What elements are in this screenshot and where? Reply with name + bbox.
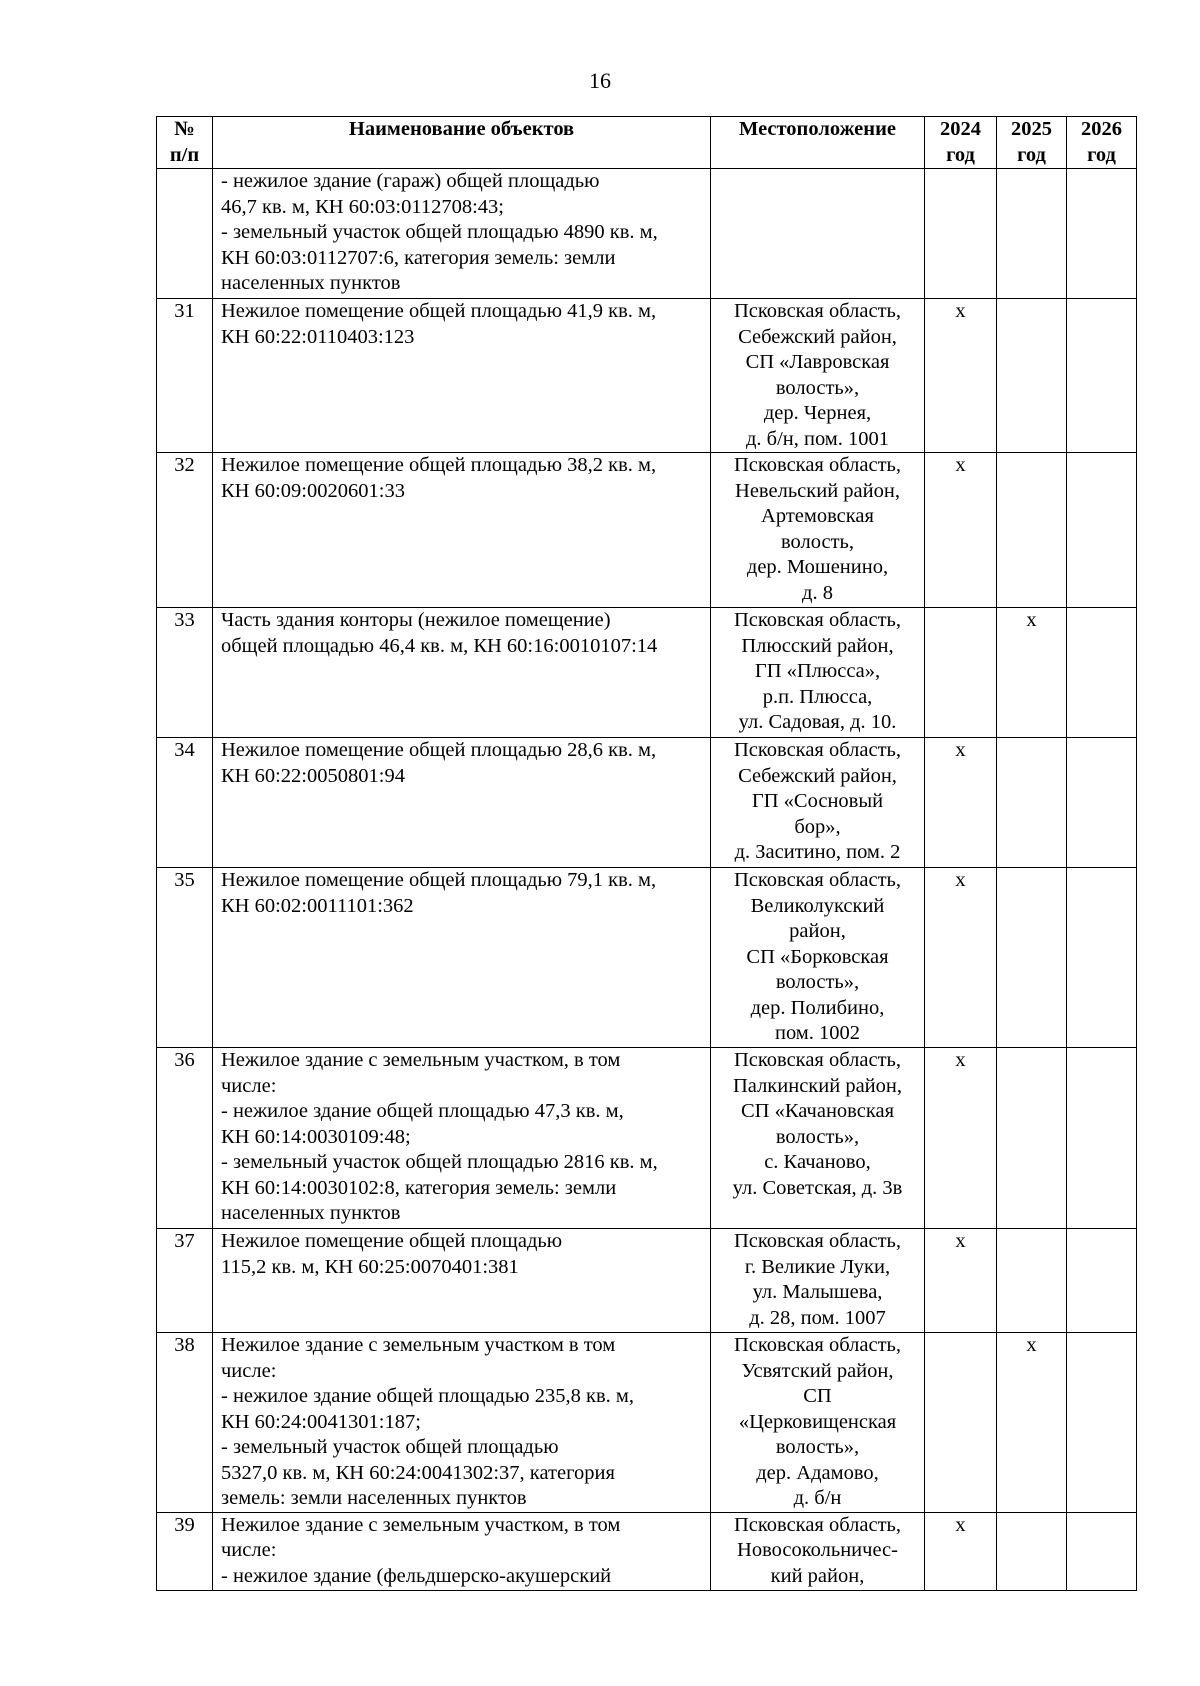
page-number: 16 — [589, 68, 611, 93]
location-line: р.п. Плюсса, — [762, 685, 873, 708]
location-cell — [711, 1229, 925, 1333]
location-line: Псковская область, — [733, 869, 902, 891]
location-line: ул. Советская, д. 3в — [732, 1176, 903, 1199]
mark-2025 — [997, 169, 1067, 299]
object-name-line: - нежилое здание (гараж) общей площадью — [221, 170, 600, 192]
object-name-line: числе: — [221, 1074, 277, 1097]
header-number-line-2: п/п — [169, 143, 200, 166]
object-name-line: Нежилое помещение общей площадью 28,6 кв. м, — [221, 739, 657, 761]
object-name-line: КН 60:14:0030102:8, категория земель: земли — [221, 1176, 617, 1199]
mark-2024 — [925, 169, 997, 299]
table-row — [157, 169, 1137, 299]
object-name-line: общей площадью 46,4 кв. м, КН 60:16:0010107:14 — [221, 634, 658, 657]
object-name-line: - земельный участок общей площадью 2816 кв. м, — [221, 1151, 658, 1173]
object-name-cell — [213, 169, 711, 299]
mark-2025 — [997, 1512, 1067, 1590]
object-name-line: числе: — [221, 1359, 277, 1382]
row-number: 39 — [157, 1512, 213, 1590]
location-line: ул. Малышева, — [752, 1281, 883, 1303]
location-line: дер. Чернея, — [763, 402, 872, 424]
object-name-line: КН 60:22:0110403:123 — [221, 325, 415, 348]
header-number — [157, 117, 213, 169]
object-name-line: Нежилое здание с земельным участком, в том — [221, 1513, 621, 1536]
object-name-line: КН 60:09:0020601:33 — [221, 479, 405, 502]
location-line: волость», — [775, 971, 860, 993]
header-number-line-1: № — [174, 118, 195, 140]
location-line: СП «Борковская — [746, 945, 889, 968]
mark-2024: х — [925, 738, 997, 868]
location-line: д. 28, пом. 1007 — [749, 1306, 886, 1329]
object-name-cell — [213, 1229, 711, 1333]
location-cell — [711, 1048, 925, 1229]
mark-2025: х — [997, 1333, 1067, 1513]
header-year-2025 — [997, 117, 1067, 169]
object-name-line: Нежилое помещение общей площадью 38,2 кв. м, — [221, 454, 657, 476]
object-name-line: 5327,0 кв. м, КН 60:24:0041302:37, категория — [221, 1461, 615, 1484]
location-line: ГП «Плюсса», — [754, 660, 881, 682]
location-line: ГП «Сосновый — [751, 790, 884, 812]
location-line: д. б/н — [793, 1487, 842, 1509]
objects-table — [156, 116, 1137, 1591]
object-name-line: КН 60:02:0011101:362 — [221, 894, 414, 917]
location-cell — [711, 608, 925, 738]
mark-2026 — [1067, 453, 1137, 608]
table-row — [157, 1333, 1137, 1513]
object-name-line: населенных пунктов — [221, 272, 401, 294]
object-name-cell — [213, 1048, 711, 1229]
object-name-line: Нежилое здание с земельным участком в том — [221, 1334, 616, 1356]
location-line: Псковская область, — [733, 300, 902, 322]
row-number: 31 — [157, 299, 213, 453]
location-line: Плюсский район, — [741, 634, 894, 657]
mark-2025 — [997, 453, 1067, 608]
location-line: бор», — [794, 815, 841, 838]
location-line: Псковская область, — [733, 1230, 902, 1252]
mark-2024: х — [925, 453, 997, 608]
table-row — [157, 453, 1137, 608]
location-line: д. 8 — [802, 581, 833, 604]
mark-2025 — [997, 299, 1067, 453]
header-year-2026-unit: год — [1087, 143, 1116, 166]
object-name-line: земель: земли населенных пунктов — [221, 1487, 527, 1509]
location-line: Себежский район, — [738, 325, 897, 348]
object-name-cell — [213, 1333, 711, 1513]
object-name-cell — [213, 453, 711, 608]
row-number: 36 — [157, 1048, 213, 1229]
mark-2026 — [1067, 1229, 1137, 1333]
location-line: район, — [789, 920, 846, 942]
row-number: 34 — [157, 738, 213, 868]
mark-2026 — [1067, 608, 1137, 738]
table-row — [157, 1048, 1137, 1229]
mark-2024: х — [925, 1048, 997, 1229]
header-year-2024-value: 2024 — [940, 118, 981, 140]
mark-2025 — [997, 1048, 1067, 1229]
object-name-line: населенных пунктов — [221, 1202, 401, 1224]
mark-2026 — [1067, 738, 1137, 868]
object-name-cell — [213, 299, 711, 453]
object-name-line: Нежилое помещение общей площадью — [221, 1230, 563, 1252]
location-line: Артемовская — [761, 505, 874, 527]
row-number: 33 — [157, 608, 213, 738]
table-body — [157, 169, 1137, 1591]
mark-2024 — [925, 1333, 997, 1513]
mark-2024 — [925, 608, 997, 738]
mark-2025: х — [997, 608, 1067, 738]
mark-2025 — [997, 1229, 1067, 1333]
location-line: г. Великие Луки, — [744, 1255, 891, 1278]
location-line: Новосокольничес- — [737, 1539, 898, 1561]
location-line: Невельский район, — [735, 479, 900, 502]
header-year-2025-unit: год — [1017, 143, 1046, 166]
table-header — [157, 117, 1137, 169]
object-name-line: КН 60:22:0050801:94 — [221, 764, 405, 787]
mark-2024: х — [925, 1229, 997, 1333]
header-year-2024-unit: год — [946, 143, 975, 166]
location-line: Псковская область, — [733, 739, 902, 761]
table-row — [157, 1229, 1137, 1333]
location-cell — [711, 868, 925, 1048]
location-line: СП «Лавровская — [745, 351, 890, 373]
location-cell — [711, 738, 925, 868]
object-name-line: Нежилое помещение общей площадью 79,1 кв. м, — [221, 869, 657, 891]
location-line: волость», — [775, 1125, 860, 1148]
location-line: Псковская область, — [733, 1334, 902, 1356]
object-name-line: - нежилое здание (фельдшерско-акушерский — [221, 1564, 612, 1587]
table-row — [157, 608, 1137, 738]
table-row — [157, 1512, 1137, 1590]
object-name-line: КН 60:03:0112707:6, категория земель: земли — [221, 246, 616, 269]
table-row — [157, 299, 1137, 453]
location-line: Себежский район, — [738, 764, 897, 787]
object-name-line: КН 60:24:0041301:187; — [221, 1410, 421, 1433]
mark-2026 — [1067, 299, 1137, 453]
object-name-cell — [213, 738, 711, 868]
mark-2025 — [997, 868, 1067, 1048]
location-line: дер. Полибино, — [750, 996, 885, 1019]
location-line: Великолукский — [750, 894, 885, 917]
location-cell — [711, 169, 925, 299]
location-cell — [711, 453, 925, 608]
location-line: Палкинский район, — [732, 1074, 902, 1097]
header-year-2026-value: 2026 — [1081, 118, 1122, 140]
row-number: 32 — [157, 453, 213, 608]
mark-2024: х — [925, 299, 997, 453]
location-cell — [711, 1512, 925, 1590]
location-line: «Церковищенская — [738, 1410, 897, 1433]
location-line: д. Заситино, пом. 2 — [734, 841, 901, 863]
object-name-line: КН 60:14:0030109:48; — [221, 1125, 411, 1148]
location-line: СП — [803, 1385, 832, 1407]
row-number: 35 — [157, 868, 213, 1048]
row-number: 37 — [157, 1229, 213, 1333]
mark-2026 — [1067, 1512, 1137, 1590]
mark-2026 — [1067, 868, 1137, 1048]
location-line: волость», — [775, 376, 860, 399]
object-name-cell — [213, 868, 711, 1048]
object-name-line: - нежилое здание общей площадью 235,8 кв. м, — [221, 1385, 634, 1407]
object-name-line: 115,2 кв. м, КН 60:25:0070401:381 — [221, 1255, 519, 1278]
header-year-2025-value: 2025 — [1011, 118, 1052, 140]
mark-2026 — [1067, 1333, 1137, 1513]
mark-2026 — [1067, 169, 1137, 299]
location-line: дер. Адамово, — [756, 1461, 879, 1484]
location-line: с. Качаново, — [764, 1151, 871, 1173]
location-line: Псковская область, — [733, 1049, 902, 1071]
table-row — [157, 738, 1137, 868]
location-line: Псковская область, — [733, 454, 902, 476]
mark-2025 — [997, 738, 1067, 868]
header-object-name: Наименование объектов — [213, 117, 711, 169]
object-name-line: Часть здания конторы (нежилое помещение) — [221, 609, 611, 631]
object-name-line: - нежилое здание общей площадью 47,3 кв. м, — [221, 1100, 624, 1122]
location-cell — [711, 299, 925, 453]
object-name-line: Нежилое здание с земельным участком, в том — [221, 1049, 621, 1071]
table-row — [157, 868, 1137, 1048]
mark-2024: х — [925, 868, 997, 1048]
location-line: пом. 1002 — [774, 1022, 861, 1044]
location-cell — [711, 1333, 925, 1513]
object-name-line: - земельный участок общей площадью 4890 кв. м, — [221, 221, 658, 243]
location-line: Псковская область, — [733, 609, 902, 631]
location-line: ул. Садовая, д. 10. — [738, 711, 897, 733]
object-name-line: Нежилое помещение общей площадью 41,9 кв. м, — [221, 300, 657, 322]
header-location: Местоположение — [711, 117, 925, 169]
object-name-line: - земельный участок общей площадью — [221, 1436, 559, 1458]
location-line: волость», — [775, 1436, 860, 1458]
row-number — [157, 169, 213, 299]
object-name-line: 46,7 кв. м, КН 60:03:0112708:43; — [221, 195, 504, 218]
location-line: кий район, — [770, 1564, 865, 1587]
row-number: 38 — [157, 1333, 213, 1513]
mark-2024: х — [925, 1512, 997, 1590]
location-line: Усвятский район, — [741, 1359, 894, 1382]
location-line: дер. Мошенино, — [746, 556, 889, 578]
mark-2026 — [1067, 1048, 1137, 1229]
header-year-2026 — [1067, 117, 1137, 169]
location-line: д. б/н, пом. 1001 — [745, 427, 890, 450]
location-line: Псковская область, — [733, 1513, 902, 1536]
object-name-cell — [213, 608, 711, 738]
location-line: СП «Качановская — [741, 1100, 894, 1122]
header-year-2024 — [925, 117, 997, 169]
location-line: волость, — [780, 530, 855, 553]
object-name-cell — [213, 1512, 711, 1590]
object-name-line: числе: — [221, 1539, 277, 1561]
